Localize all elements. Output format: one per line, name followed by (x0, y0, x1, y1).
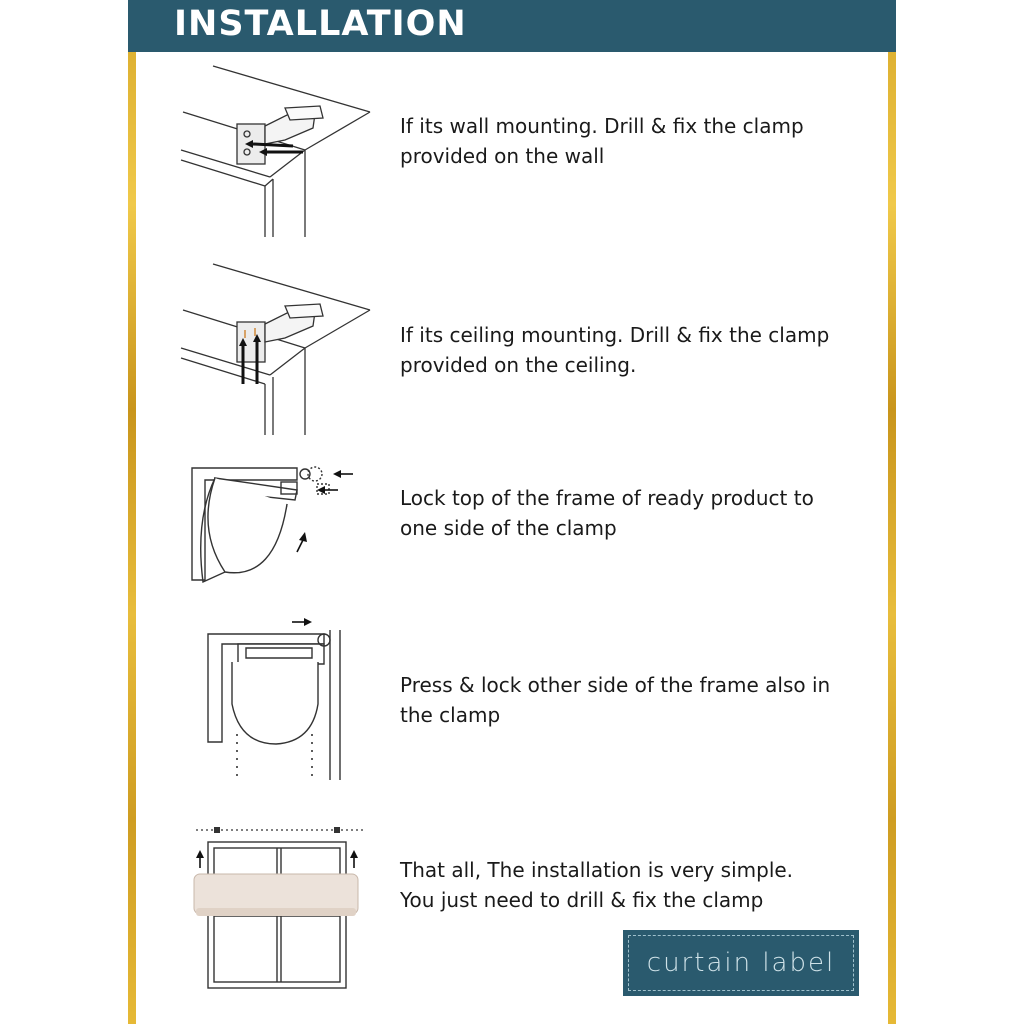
step-2-line-2: provided on the ceiling. (400, 353, 637, 377)
step-3-line-2: one side of the clamp (400, 516, 617, 540)
step-3-line-1: Lock top of the frame of ready product to (400, 486, 814, 510)
step-5-line-2: You just need to drill & fix the clamp (400, 888, 764, 912)
step-2-text (400, 320, 870, 380)
step-3-text (400, 483, 870, 543)
ceiling-mount-illustration (175, 260, 375, 440)
step-5-text (400, 855, 870, 915)
installed-blind-illustration (190, 822, 372, 994)
step-4-text (400, 670, 870, 730)
step-2-line-1: If its ceiling mounting. Drill & fix the clamp (400, 323, 830, 347)
step-1-text (400, 111, 870, 171)
step-5-line-1: That all, The installation is very simple. (400, 858, 794, 882)
wall-mount-illustration (175, 62, 375, 242)
lock-frame-top-illustration (185, 460, 365, 590)
step-1-line-2: provided on the wall (400, 144, 605, 168)
step-4-line-1: Press & lock other side of the frame also in (400, 673, 831, 697)
step-4-line-2: the clamp (400, 703, 501, 727)
gold-border-right (888, 0, 896, 1024)
curtain-label-logo (623, 930, 859, 996)
page-header (128, 0, 896, 52)
logo-dashed-border (628, 935, 854, 991)
page-title: INSTALLATION (174, 4, 467, 44)
logo-text: curtain label (646, 948, 836, 978)
lock-frame-other-side-illustration (200, 612, 360, 787)
gold-border-left (128, 0, 136, 1024)
step-1-line-1: If its wall mounting. Drill & fix the clamp (400, 114, 804, 138)
